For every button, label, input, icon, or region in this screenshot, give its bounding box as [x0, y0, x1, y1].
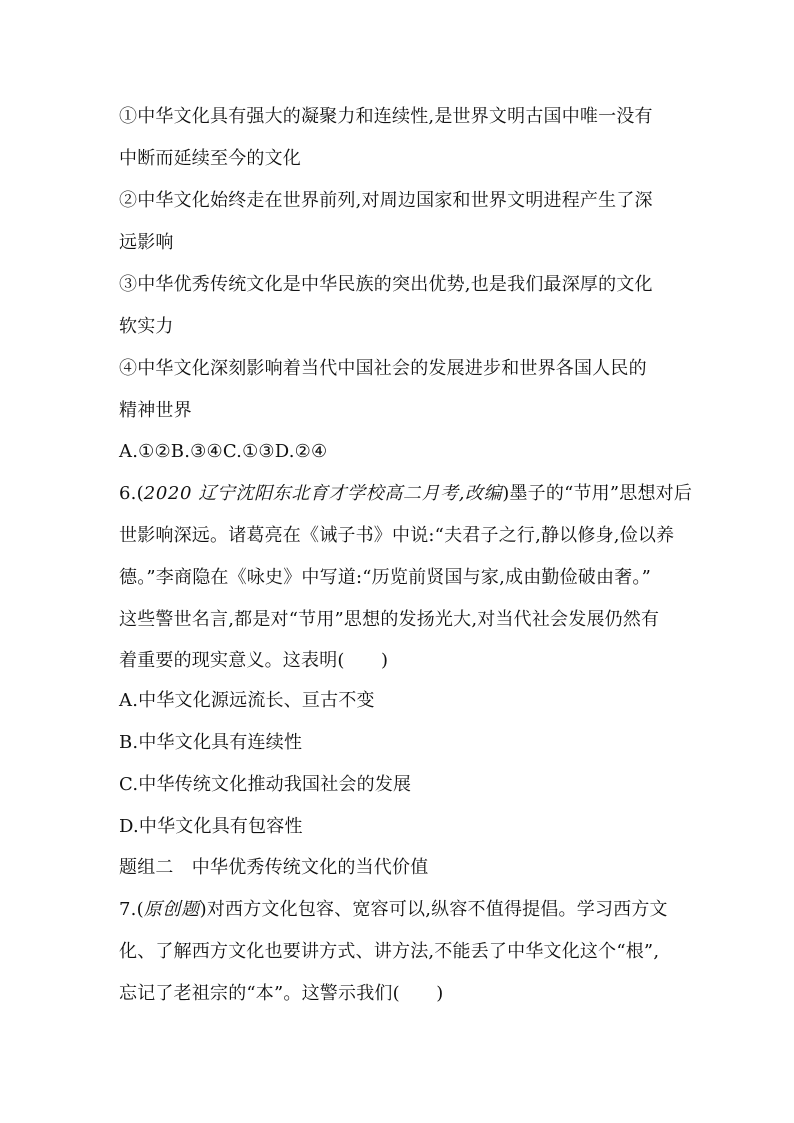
q7-stem-line-3: 忘记了老祖宗的“本”。这警示我们( )	[119, 983, 444, 1004]
q5-answer-choices: A.①②B.③④C.①③D.②④	[119, 441, 328, 462]
q6-number: 6.(	[119, 483, 144, 504]
q6-option-c: C.中华传统文化推动我国社会的发展	[119, 774, 412, 795]
q5-option-2-line-2: 远影响	[119, 232, 174, 253]
q7-number: 7.(	[119, 899, 144, 920]
q6-stem-line-2: 世影响深远。诸葛亮在《诫子书》中说:“夫君子之行,静以修身,俭以养	[119, 525, 675, 546]
q6-stem-line-1-rest: )墨子的“节用”思想对后	[502, 483, 693, 504]
q6-option-b: B.中华文化具有连续性	[119, 732, 303, 753]
q5-option-3-line-1: ③中华优秀传统文化是中华民族的突出优势,也是我们最深厚的文化	[119, 274, 653, 295]
group-2-heading: 题组二 中华优秀传统文化的当代价值	[119, 857, 429, 878]
q7-stem-line-1-rest: )对西方文化包容、宽容可以,纵容不值得提倡。学习西方文	[199, 899, 668, 920]
q5-option-2-line-1: ②中华文化始终走在世界前列,对周边国家和世界文明进程产生了深	[119, 190, 653, 211]
q6-option-d: D.中华文化具有包容性	[119, 816, 303, 837]
q5-option-1-line-2: 中断而延续至今的文化	[119, 148, 301, 169]
q7-stem-line-2: 化、了解西方文化也要讲方式、讲方法,不能丢了中华文化这个“根”,	[119, 941, 660, 962]
q5-option-3-line-2: 软实力	[119, 316, 174, 337]
q7-stem-line-1	[119, 899, 684, 921]
q6-source: 2020 辽宁沈阳东北育才学校高二月考,改编	[143, 483, 503, 504]
q7-source: 原创题	[143, 899, 200, 920]
q6-option-a: A.中华文化源远流长、亘古不变	[119, 690, 375, 711]
q6-stem-line-4: 这些警世名言,都是对“节用”思想的发扬光大,对当代社会发展仍然有	[119, 609, 660, 630]
q5-option-1-line-1: ①中华文化具有强大的凝聚力和连续性,是世界文明古国中唯一没有	[119, 106, 653, 127]
q6-stem-line-5: 着重要的现实意义。这表明( )	[119, 650, 389, 671]
q6-stem-line-1	[119, 483, 693, 505]
q5-option-4-line-2: 精神世界	[119, 400, 192, 421]
q6-stem-line-3: 德。”李商隐在《咏史》中写道:“历览前贤国与家,成由勤俭破由奢。”	[119, 567, 651, 588]
q5-option-4-line-1: ④中华文化深刻影响着当代中国社会的发展进步和世界各国人民的	[119, 358, 647, 379]
